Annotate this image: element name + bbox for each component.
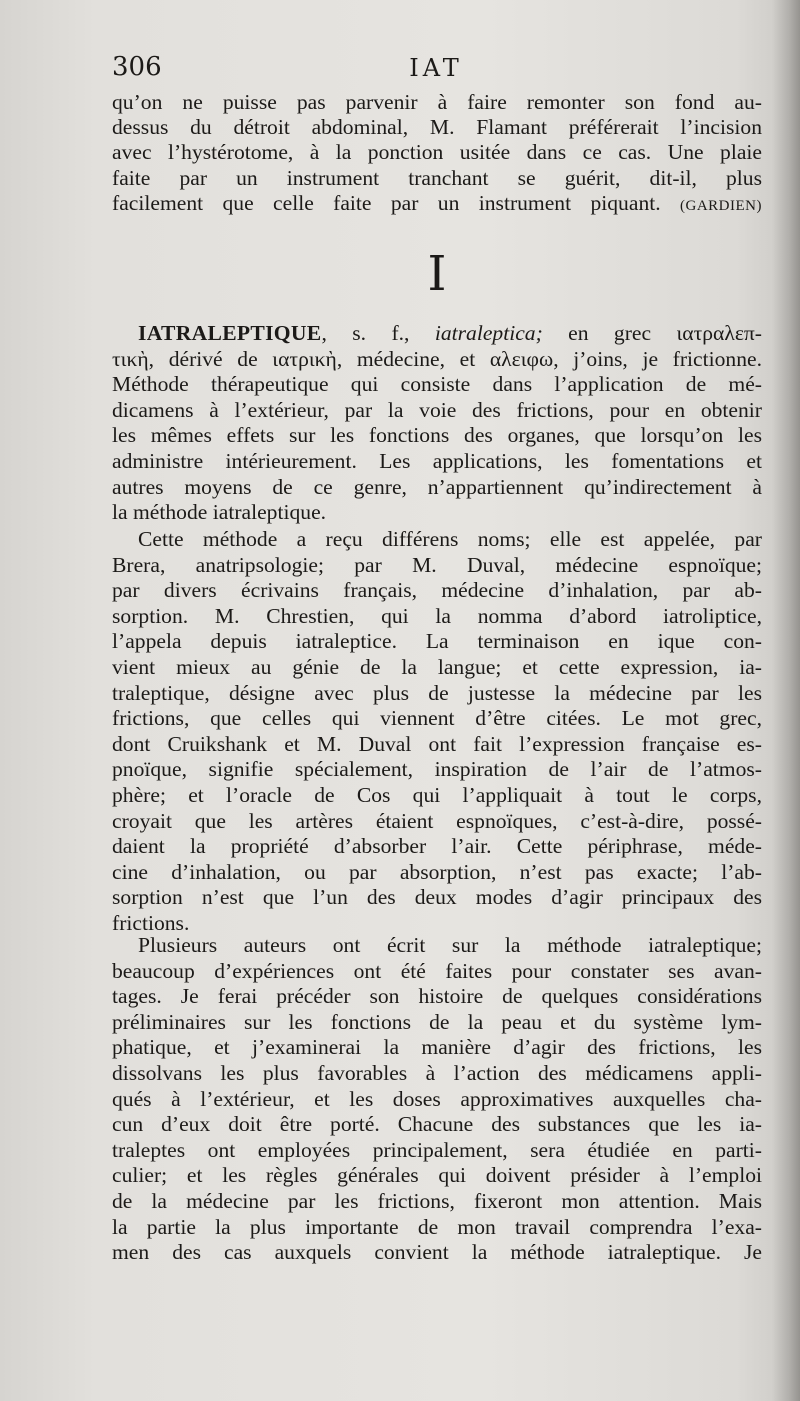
entry-paragraph xyxy=(112,321,762,526)
text-line: dicamens à l’extérieur, par la voie des frictions, pour en obtenir xyxy=(112,397,762,422)
text-line: men des cas auxquels convient la méthode iatraleptique. Je xyxy=(112,1240,762,1265)
author-signature: (GARDIEN) xyxy=(680,197,762,214)
text-line: daient la propriété d’absorber l’air. Cette périphrase, méde- xyxy=(112,834,762,859)
text-line: sorption. M. Chrestien, qui la nomma d’abord iatroliptice, xyxy=(112,603,762,628)
paragraph-names xyxy=(112,527,762,937)
text-line: administre intérieurement. Les applications, les fomentations et xyxy=(112,448,762,473)
text-line: traleptes ont employées principalement, sera étudiée en parti- xyxy=(112,1137,762,1162)
text-line: les mêmes effets sur les fonctions des organes, que lorsqu’on les xyxy=(112,423,762,448)
text-line: par divers écrivains français, médecine d’inhalation, par ab- xyxy=(112,578,762,603)
text-line: sorption n’est que l’un des deux modes d’agir principaux des xyxy=(112,885,762,910)
text-line: faite par un instrument tranchant se guérit, dit-il, plus xyxy=(112,165,762,190)
text-line: croyait que les artères étaient espnoïques, c’est-à-dire, possé- xyxy=(112,808,762,833)
text-line: culier; et les règles générales qui doivent présider à l’emploi xyxy=(112,1163,762,1188)
text-line: frictions. xyxy=(112,910,190,935)
page-gutter-shadow xyxy=(772,0,800,1401)
paragraph-history xyxy=(112,933,762,1266)
text-line: cun d’eux doit être porté. Chacune des substances que les ia- xyxy=(112,1112,762,1137)
text-line: la méthode iatraleptique. xyxy=(112,500,327,525)
text-line: beaucoup d’expériences ont été faites pour constater ses avan- xyxy=(112,958,762,983)
entry-latin: iatraleptica; xyxy=(434,321,543,345)
section-letter: I xyxy=(427,246,447,302)
text-line: Plusieurs auteurs ont écrit sur la méthode iatraleptique; xyxy=(138,933,762,957)
text-line: traleptique, désigne avec plus de justesse la médecine par les xyxy=(112,680,762,705)
text-line: de la médecine par les frictions, fixeront mon attention. Mais xyxy=(112,1188,762,1213)
text-line: cine d’inhalation, ou par absorption, n’est pas exacte; l’ab- xyxy=(112,859,762,884)
text-line: vient mieux au génie de la langue; et cette expression, ia- xyxy=(112,654,762,679)
text-line: qu’on ne puisse pas parvenir à faire remonter son fond au- xyxy=(112,90,762,114)
entry-grammar: , s. f., xyxy=(321,321,435,345)
text-line: dont Cruikshank et M. Duval ont fait l’expression française es- xyxy=(112,731,762,756)
text-line-content: facilement que celle faite par un instrument piquant. xyxy=(112,190,661,215)
text-line: Méthode thérapeutique qui consiste dans l’application de mé- xyxy=(112,372,762,397)
text-line: l’appela depuis iatraleptice. La terminaison en ique con- xyxy=(112,629,762,654)
text-line: Cette méthode a reçu différens noms; elle est appelée, par xyxy=(138,527,762,551)
text-line xyxy=(112,191,762,219)
text-line: dessus du détroit abdominal, M. Flamant préférerait l’incision xyxy=(112,115,762,140)
text-line: τικὴ, dérivé de ιατρικὴ, médecine, et αλειφω, j’oins, je frictionne. xyxy=(112,346,762,371)
entry-first-line xyxy=(112,321,762,347)
text-line: autres moyens de ce genre, n’appartiennent qu’indirectement à xyxy=(112,474,762,499)
text-line: la partie la plus importante de mon travail comprendra l’exa- xyxy=(112,1214,762,1239)
top-paragraph xyxy=(112,90,762,219)
text-line: pnoïque, signifie spécialement, inspiration de l’air de l’atmos- xyxy=(112,757,762,782)
headword: IATRALEPTIQUE xyxy=(138,321,322,345)
running-head: IAT xyxy=(409,54,463,82)
text-line: frictions, que celles qui viennent d’être citées. Le mot grec, xyxy=(112,706,762,731)
text-line: préliminaires sur les fonctions de la peau et du système lym- xyxy=(112,1009,762,1034)
entry-greek: en grec ιατραλεπ- xyxy=(542,321,762,345)
text-line: dissolvans les plus favorables à l’action des médicamens appli- xyxy=(112,1060,762,1085)
page-header xyxy=(112,52,760,88)
text-line: phatique, et j’examinerai la manière d’agir des frictions, les xyxy=(112,1035,762,1060)
text-line: Brera, anatripsologie; par M. Duval, médecine espnoïque; xyxy=(112,552,762,577)
text-line: phère; et l’oracle de Cos qui l’appliquait à tout le corps, xyxy=(112,782,762,807)
page-number: 306 xyxy=(112,52,162,82)
text-line: avec l’hystérotome, à la ponction usitée dans ce cas. Une plaie xyxy=(112,140,762,165)
text-line: tages. Je ferai précéder son histoire de quelques considérations xyxy=(112,984,762,1009)
text-line: qués à l’extérieur, et les doses approximatives auxquelles cha- xyxy=(112,1086,762,1111)
